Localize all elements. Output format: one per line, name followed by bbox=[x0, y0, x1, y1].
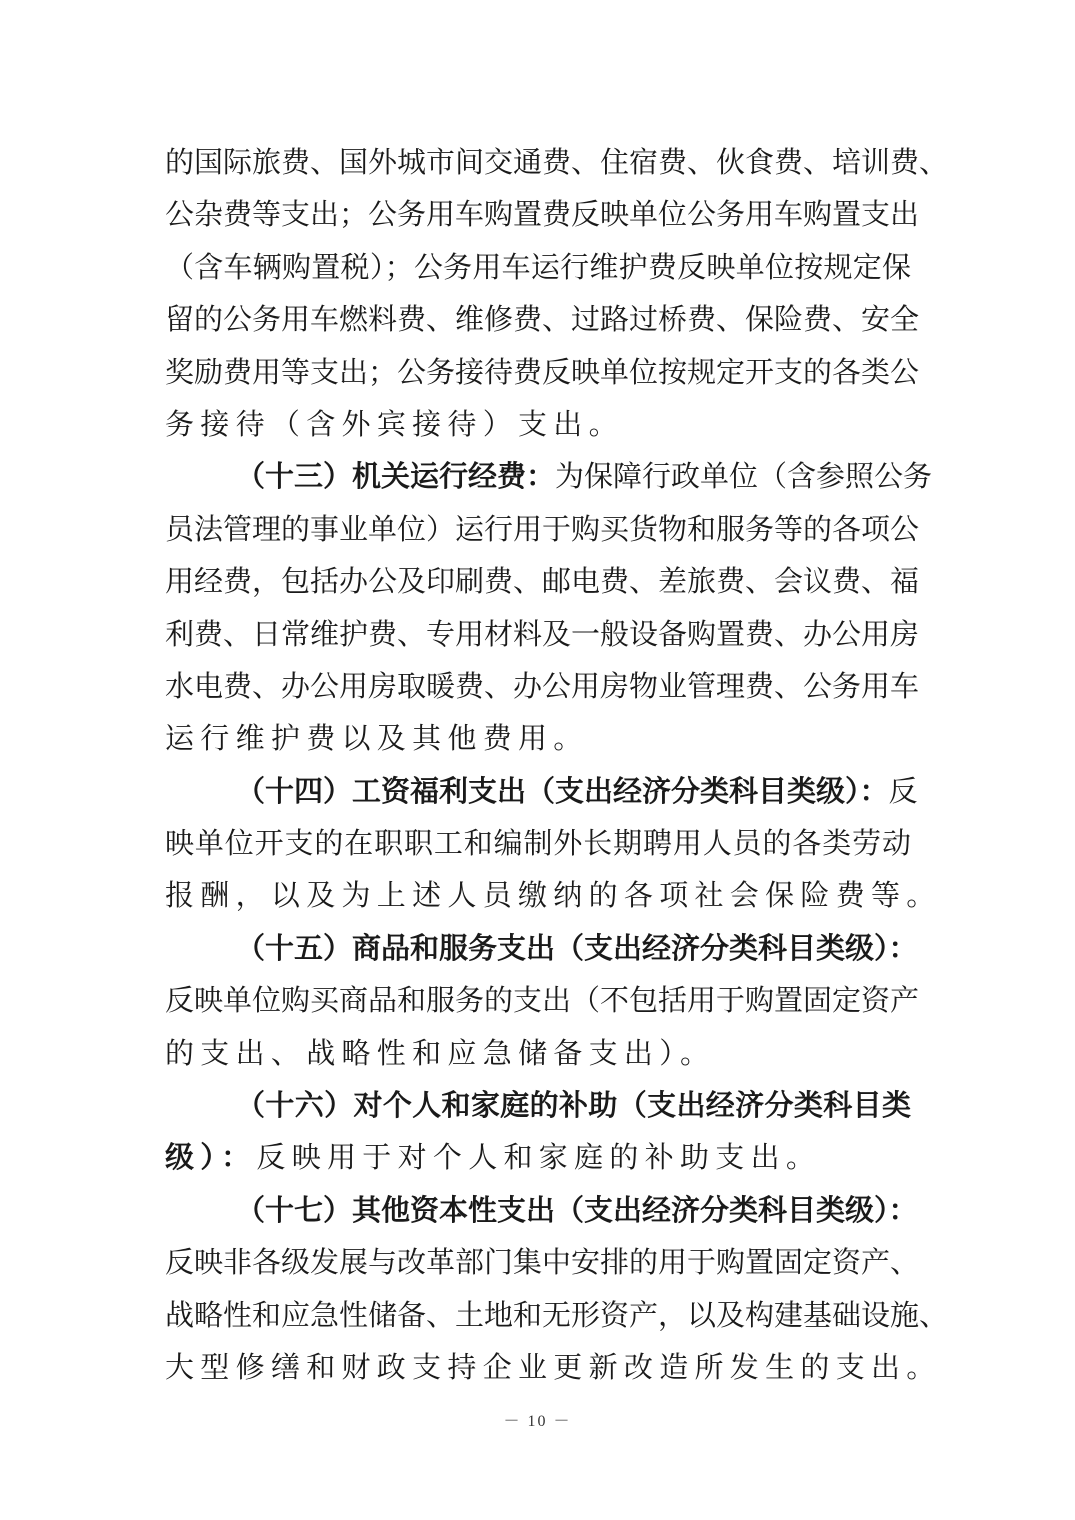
paragraph-continued bbox=[165, 136, 949, 450]
paragraph-item-15 bbox=[165, 922, 920, 1079]
text-line bbox=[165, 922, 918, 974]
section-heading: （十五）商品和服务支出（支出经济分类科目类级）： bbox=[236, 930, 918, 965]
paragraph-item-16 bbox=[165, 1079, 911, 1184]
text-run: 反映用于对个人和家庭的补助支出。 bbox=[256, 1140, 822, 1175]
text-line: （含车辆购置税）；公务用车运行维护费反映单位按规定保 bbox=[165, 249, 911, 284]
section-heading-continued: 级）： bbox=[165, 1140, 257, 1175]
text-line: 员法管理的事业单位）运行用于购买货物和服务等的各项公 bbox=[165, 511, 920, 546]
text-line: 报酬，以及为上述人员缴纳的各项社会保险费等。 bbox=[165, 878, 942, 913]
page-number: － 10 － bbox=[503, 1413, 572, 1430]
text-line: 反映非各级发展与改革部门集中安排的用于购置固定资产、 bbox=[165, 1245, 920, 1280]
text-line: 的支出、战略性和应急储备支出）。 bbox=[165, 1035, 716, 1070]
text-line: 利费、日常维护费、专用材料及一般设备购置费、办公用房 bbox=[165, 616, 920, 651]
text-run: 反 bbox=[888, 773, 918, 808]
text-line bbox=[165, 1131, 911, 1183]
section-heading: （十三）机关运行经费： bbox=[236, 459, 556, 494]
text-line bbox=[165, 450, 933, 502]
text-line bbox=[165, 765, 918, 817]
paragraph-item-13 bbox=[165, 450, 933, 764]
text-line: 映单位开支的在职职工和编制外长期聘用人员的各类劳动 bbox=[165, 826, 911, 861]
section-heading: （十六）对个人和家庭的补助（支出经济分类科目类 bbox=[236, 1088, 911, 1123]
text-line: 运行维护费以及其他费用。 bbox=[165, 721, 589, 756]
section-heading: （十七）其他资本性支出（支出经济分类科目类级）： bbox=[236, 1192, 918, 1227]
text-run: 为保障行政单位（含参照公务 bbox=[555, 459, 933, 494]
text-line: 大型修缮和财政支持企业更新改造所发生的支出。 bbox=[165, 1349, 942, 1384]
text-line: 公杂费等支出；公务用车购置费反映单位公务用车购置支出 bbox=[165, 197, 920, 232]
paragraph-item-17 bbox=[165, 1184, 949, 1394]
paragraph-item-14 bbox=[165, 765, 942, 922]
text-line: 战略性和应急性储备、土地和无形资产，以及构建基础设施、 bbox=[165, 1297, 949, 1332]
text-line: 奖励费用等支出；公务接待费反映单位按规定开支的各类公 bbox=[165, 354, 920, 389]
text-line bbox=[165, 1184, 918, 1236]
text-line: 的国际旅费、国外城市间交通费、住宿费、伙食费、培训费、 bbox=[165, 145, 949, 179]
text-line bbox=[165, 1079, 911, 1131]
body-text bbox=[165, 136, 949, 1393]
text-line: 反映单位购买商品和服务的支出（不包括用于购置固定资产 bbox=[165, 983, 920, 1018]
section-heading: （十四）工资福利支出（支出经济分类科目类级）： bbox=[236, 773, 889, 808]
text-line: 用经费，包括办公及印刷费、邮电费、差旅费、会议费、福 bbox=[165, 564, 920, 599]
text-line: 留的公务用车燃料费、维修费、过路过桥费、保险费、安全 bbox=[165, 302, 920, 337]
text-line: 务接待（含外宾接待）支出。 bbox=[165, 406, 624, 441]
text-line: 水电费、办公用房取暖费、办公用房物业管理费、公务用车 bbox=[165, 668, 920, 703]
